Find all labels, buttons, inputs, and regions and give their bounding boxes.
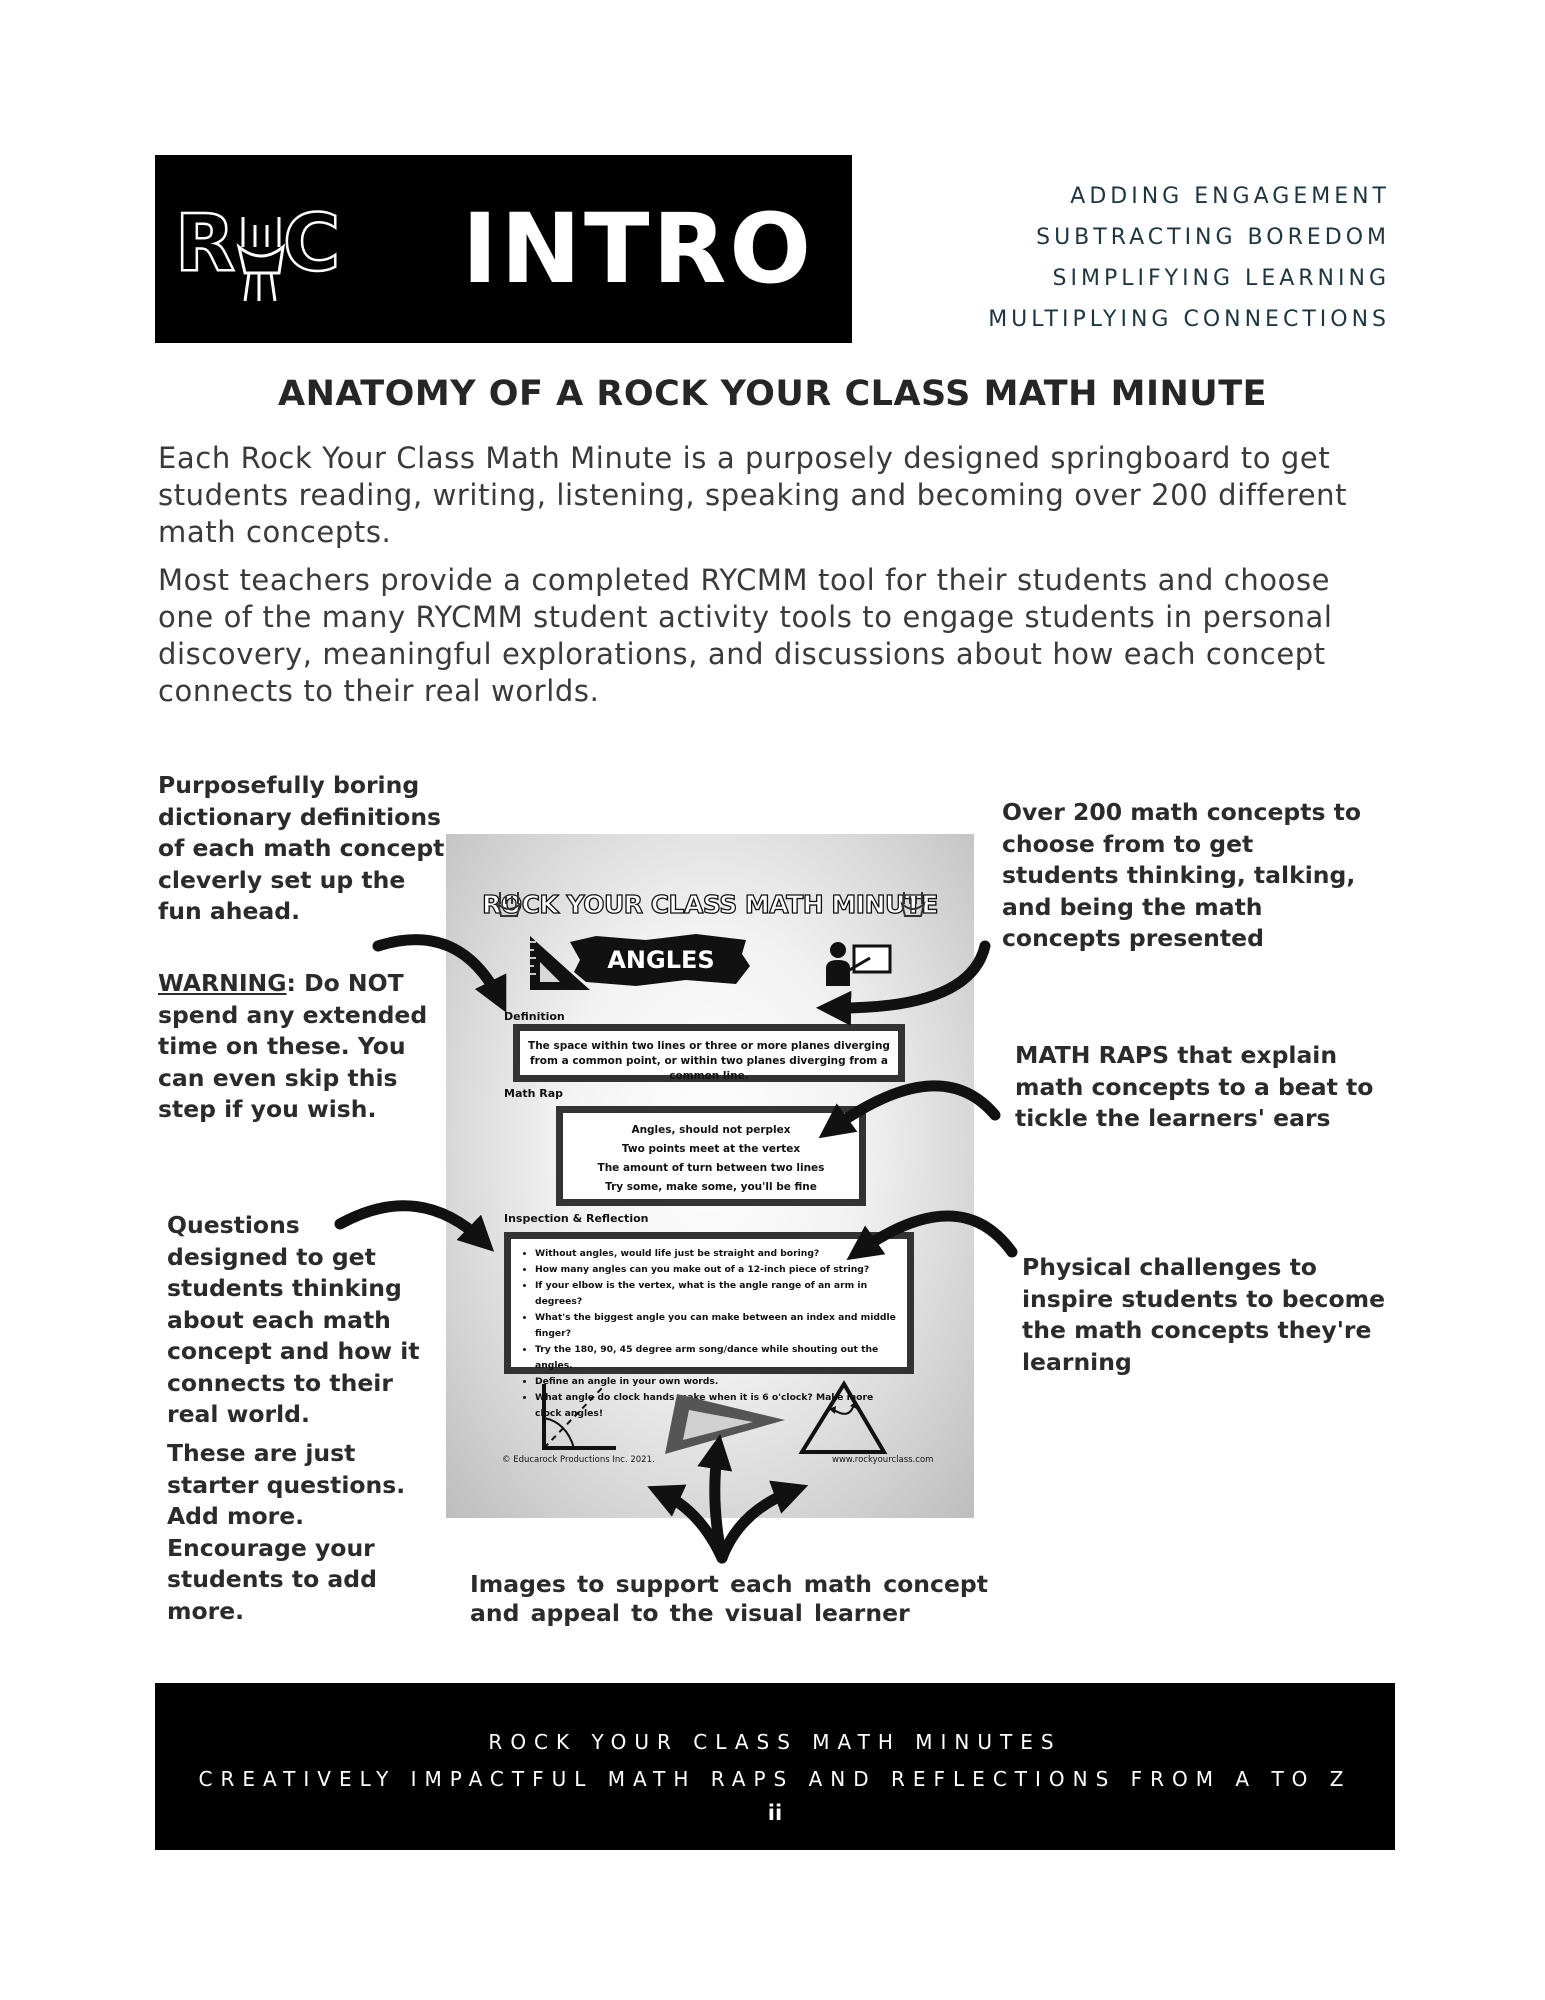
tagline xyxy=(988,176,1390,340)
callout-warning xyxy=(158,968,458,1126)
list-item: • What angle do clock hands make when it is 6 o'clock? Make more clock angles! xyxy=(535,1390,899,1422)
tagline-line: MULTIPLYING CONNECTIONS xyxy=(988,307,1390,332)
rap-line: Angles, should not perplex xyxy=(631,1124,791,1136)
callout-math-raps: MATH RAPS that explain math concepts to a beat to tickle the learners' ears xyxy=(1015,1041,1374,1132)
worksheet-title: ROCK YOUR CLASS MATH MINUTE xyxy=(482,890,938,919)
callout-images: Images to support each math concept and appeal to the visual learner xyxy=(470,1570,988,1627)
triangle-angle-icon xyxy=(798,1380,888,1456)
callout-definitions: Purposefully boring dictionary definitions of each math concept cleverly set up the fun ahead. xyxy=(158,771,445,925)
rock-hand-icon xyxy=(494,888,522,918)
list-item: • If your elbow is the vertex, what is the angle range of an arm in degrees? xyxy=(535,1278,899,1310)
page-footer xyxy=(155,1683,1395,1850)
page-number: ii xyxy=(767,1801,783,1825)
worksheet-rap xyxy=(556,1106,866,1206)
worksheet-questions xyxy=(504,1232,914,1419)
footer-subtitle: CREATIVELY IMPACTFUL MATH RAPS AND REFLECTIONS FROM A TO Z xyxy=(198,1767,1352,1791)
logo-r: R xyxy=(175,199,236,289)
callout-starter-questions: These are just starter questions. Add more. Encourage your students to add more. xyxy=(167,1439,406,1625)
callout-physical-challenges: Physical challenges to inspire students to become the math concepts they're learning xyxy=(1022,1253,1386,1376)
triangle-ruler-icon xyxy=(661,1390,791,1458)
tagline-line: SUBTRACTING BOREDOM xyxy=(1036,225,1390,250)
rap-line: The amount of turn between two lines xyxy=(597,1162,825,1174)
tagline-line: ADDING ENGAGEMENT xyxy=(1070,184,1390,209)
list-item: • Try the 180, 90, 45 degree arm song/dance while shouting out the angles. xyxy=(535,1342,899,1374)
list-item: • What's the biggest angle you can make between an index and middle finger? xyxy=(535,1310,899,1342)
footer-title: ROCK YOUR CLASS MATH MINUTES xyxy=(488,1730,1062,1754)
worksheet-definition: The space within two lines or three or more planes diverging from a common point, or within two planes diverging from a common line. xyxy=(513,1024,905,1082)
logo-c: C xyxy=(283,199,341,289)
worksheet-website: www.rockyourclass.com xyxy=(832,1455,934,1465)
angle-diagram-icon xyxy=(538,1382,618,1454)
teacher-board-icon xyxy=(824,938,894,988)
list-item: • How many angles can you make out of a 12-inch piece of string? xyxy=(535,1262,899,1278)
worksheet-rap-label: Math Rap xyxy=(504,1087,564,1100)
intro-paragraph: Each Rock Your Class Math Minute is a purposely designed springboard to get students reading, writing, listening, speaking and becoming over 200 different math concepts. xyxy=(158,441,1348,549)
warning-label: WARNING xyxy=(158,969,287,997)
list-item: • Define an angle in your own words. xyxy=(535,1374,899,1390)
ryc-logo xyxy=(175,195,345,305)
worksheet-definition-label: Definition xyxy=(504,1010,565,1023)
intro-title: INTRO xyxy=(461,193,814,305)
rock-hand-icon xyxy=(239,217,283,301)
warning-text: : Do NOT spend any extended time on these. You can even skip this step if you wish. xyxy=(158,969,428,1123)
rock-hand-icon xyxy=(898,888,926,918)
callout-questions: Questions designed to get students thinking about each math concept and how it connects to their real world. xyxy=(167,1211,420,1428)
tagline-line: SIMPLIFYING LEARNING xyxy=(1052,266,1390,291)
rap-line: Two points meet at the vertex xyxy=(621,1143,801,1155)
intro-paragraph: Most teachers provide a completed RYCMM tool for their students and choose one of the many RYCMM student activity tools to engage students in personal discovery, meaningful explorations, and discussions about how each concept connects to their real worlds. xyxy=(158,563,1333,708)
page-heading: ANATOMY OF A ROCK YOUR CLASS MATH MINUTE xyxy=(278,374,1267,414)
list-item: • Without angles, would life just be straight and boring? xyxy=(535,1246,899,1262)
worksheet-preview xyxy=(446,834,974,1518)
worksheet-copyright: © Educarock Productions Inc. 2021. xyxy=(502,1455,655,1465)
worksheet-concept: ANGLES xyxy=(607,946,715,974)
worksheet-inspection-label: Inspection & Reflection xyxy=(504,1212,649,1225)
callout-concepts: Over 200 math concepts to choose from to get students thinking, talking, and being the math concepts presented xyxy=(1002,798,1362,952)
rap-line: Try some, make some, you'll be fine xyxy=(605,1181,817,1193)
